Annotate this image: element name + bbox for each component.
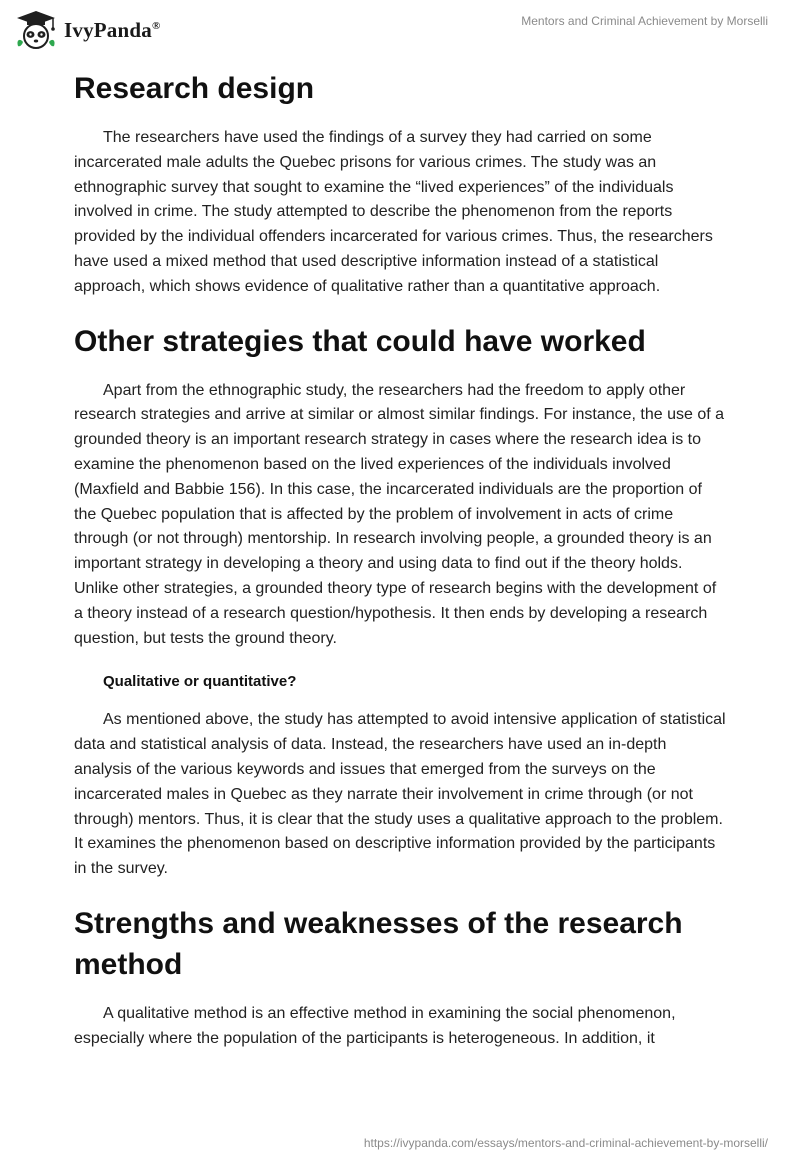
section-heading-other-strategies: Other strategies that could have worked: [74, 324, 646, 358]
paragraph: As mentioned above, the study has attempted to avoid intensive application of statistical data and statistical analysis of data. Instead, the researchers have used an in-depth analysis of the various keywords and issues that emerged from the surveys on the incarcerated males in Quebec as they narrate their involvement in crime through (or not through) mentors. Thus, it is clear that the study uses a qualitative approach to the problem. It examines the phenomenon based on descriptive information provided by the participants in the survey.: [74, 711, 726, 878]
source-url[interactable]: https://ivypanda.com/essays/mentors-and-criminal-achievement-by-morselli/: [363, 1136, 768, 1150]
section-heading-strengths-weaknesses: Strengths and weaknesses of the research method: [74, 906, 683, 981]
paragraph: The researchers have used the findings of a survey they had carried on some incarcerated male adults the Quebec prisons for various crimes. The study was an ethnographic survey that sought to examine the “lived experiences” of the individuals involved in crime. The study attempted to describe the phenomenon from the reports provided by the individual offenders incarcerated for various crimes. Thus, the researchers have used a mixed method that used descriptive information instead of a statistical approach, which shows evidence of qualitative rather than a quantitative approach.: [74, 129, 713, 295]
panda-graduate-icon: [14, 10, 58, 50]
section-heading-research-design: Research design: [74, 72, 315, 105]
paragraph: Apart from the ethnographic study, the researchers had the freedom to apply other research strategies and arrive at similar or almost similar findings. For instance, the use of a grounded theory is an important research strategy in cases where the research idea is to examine the phenomenon based on the lived experiences of the individuals involved (Maxfield and Babbie 156). In this case, the incarcerated individuals are the proportion of the Quebec population that is affected by the problem of involvement in acts of crime through (or not through) mentorship. In research involving people, a grounded theory is an important strategy in developing a theory and using data to find out if the theory holds. Unlike other strategies, a grounded theory type of research begins with the development of a theory instead of a research question/hypothesis. It then ends by developing a research question, but tests the ground theory.: [74, 381, 725, 647]
paragraph: A qualitative method is an effective method in examining the social phenomenon, especially where the population of the participants is heterogeneous. In addition, it: [74, 1004, 676, 1047]
document-title: Mentors and Criminal Achievement by Morselli: [521, 14, 768, 28]
page-header: [0, 0, 800, 60]
subheading-qualitative-or-quantitative: Qualitative or quantitative?: [103, 673, 297, 691]
brand-name: IvyPanda®: [64, 17, 161, 42]
ivypanda-logo[interactable]: [14, 10, 160, 50]
essay-content: [74, 68, 726, 1052]
